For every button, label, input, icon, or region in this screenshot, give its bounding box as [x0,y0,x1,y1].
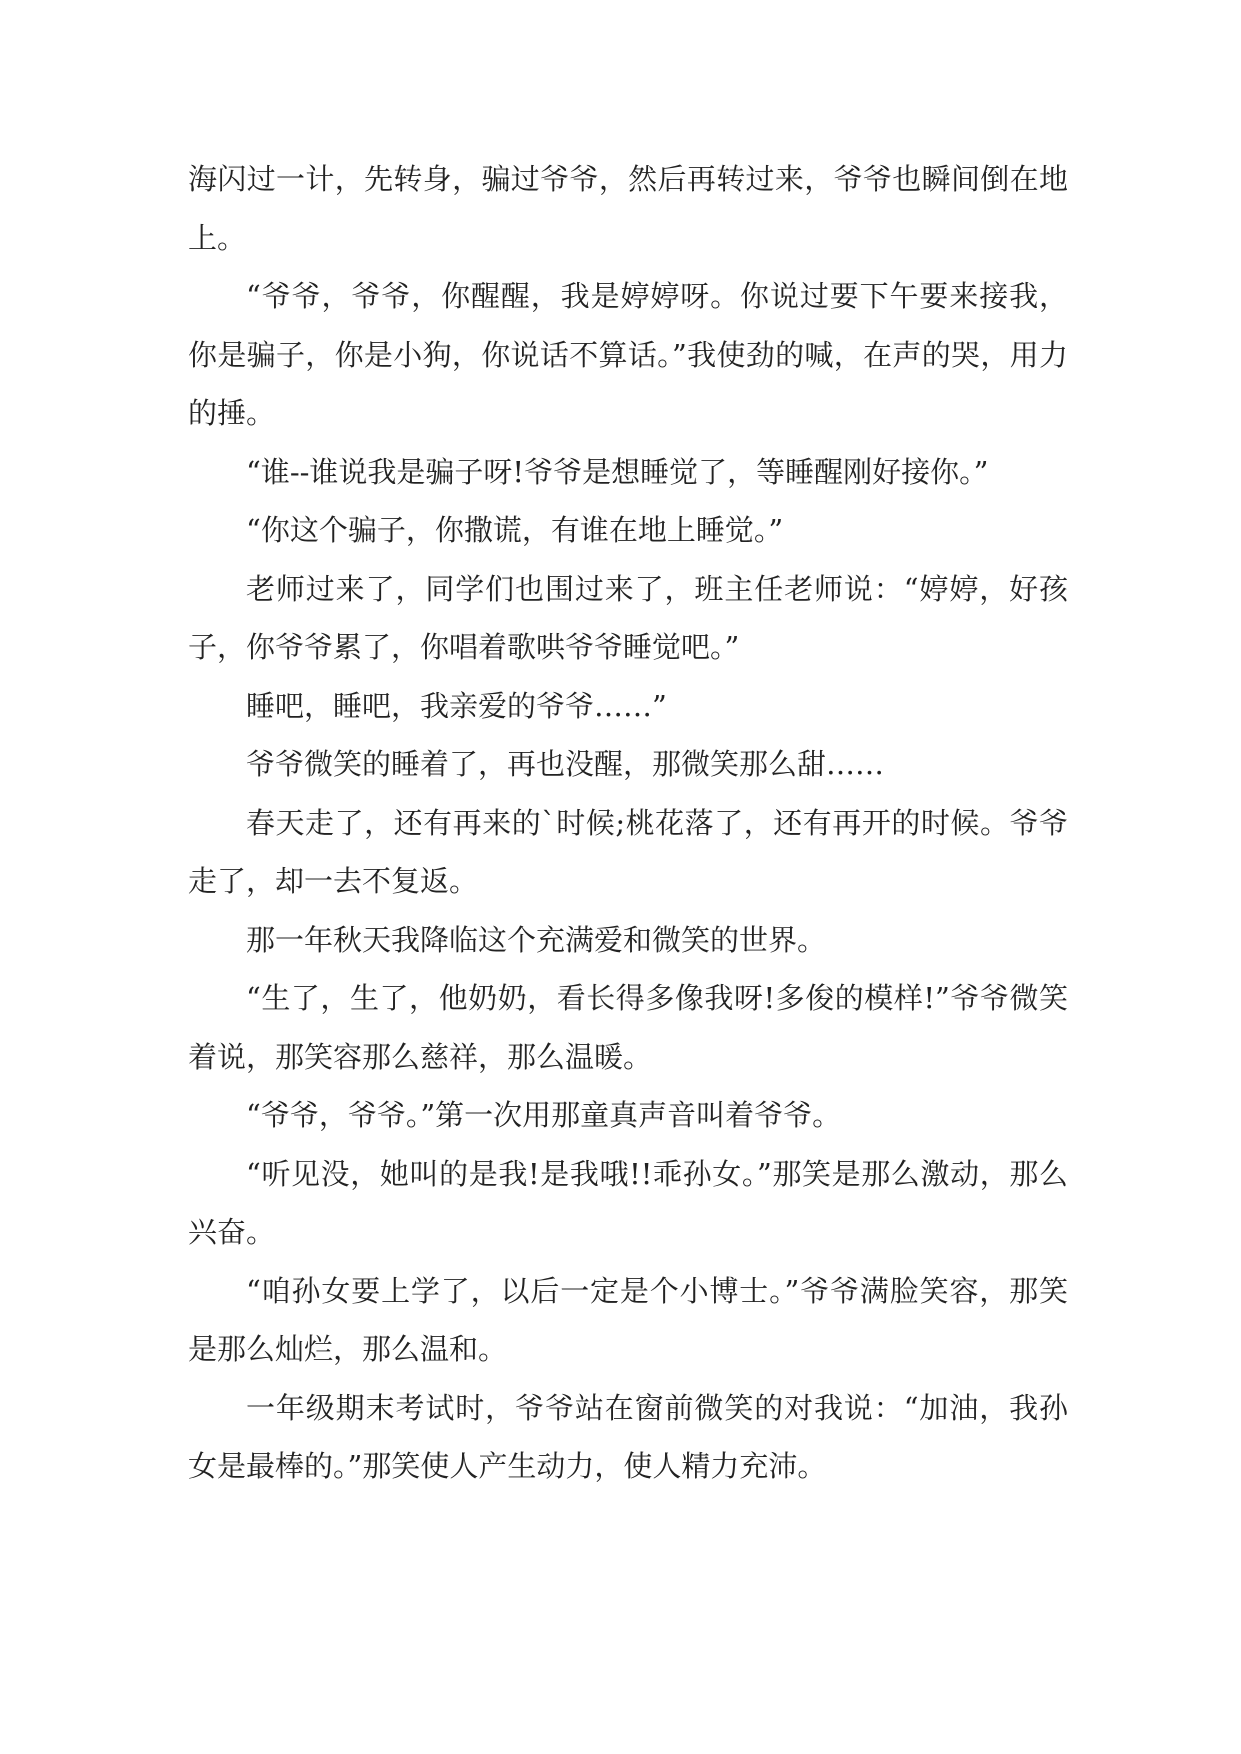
paragraph: 老师过来了，同学们也围过来了，班主任老师说：“婷婷，好孩子，你爷爷累了，你唱着歌哄爷爷睡觉吧。” [188,571,1068,664]
paragraph: “咱孙女要上学了，以后一定是个小博士。”爷爷满脸笑容，那笑是那么灿烂，那么温和。 [188,1273,1068,1366]
paragraph: 海闪过一计，先转身，骗过爷爷，然后再转过来，爷爷也瞬间倒在地上。 [188,162,1068,255]
paragraph: 一年级期末考试时，爷爷站在窗前微笑的对我说：“加油，我孙女是最棒的。”那笑使人产生动力，使人精力充沛。 [188,1390,1068,1483]
paragraph: “谁--谁说我是骗子呀!爷爷是想睡觉了，等睡醒刚好接你。” [246,454,989,489]
paragraph: “爷爷，爷爷，你醒醒，我是婷婷呀。你说过要下午要来接我，你是骗子，你是小狗，你说话不算话。”我使劲的喊，在声的哭，用力的捶。 [188,279,1068,430]
paragraph: 春天走了，还有再来的`时候;桃花落了，还有再开的时候。爷爷走了，却一去不复返。 [188,805,1068,898]
paragraph: “爷爷，爷爷。”第一次用那童真声音叫着爷爷。 [246,1098,842,1132]
paragraph: “生了，生了，他奶奶，看长得多像我呀!多俊的模样!”爷爷微笑着说，那笑容那么慈祥，那么温暖。 [188,981,1068,1074]
paragraph: 爷爷微笑的睡着了，再也没醒，那微笑那么甜…… [246,747,885,781]
document-body [188,150,1068,1496]
paragraph: “你这个骗子，你撒谎，有谁在地上睡觉。” [246,513,784,547]
paragraph: 那一年秋天我降临这个充满爱和微笑的世界。 [246,922,827,957]
paragraph: “听见没，她叫的是我!是我哦!!乖孙女。”那笑是那么激动，那么兴奋。 [188,1156,1068,1249]
paragraph: 睡吧，睡吧，我亲爱的爷爷……” [246,688,667,723]
